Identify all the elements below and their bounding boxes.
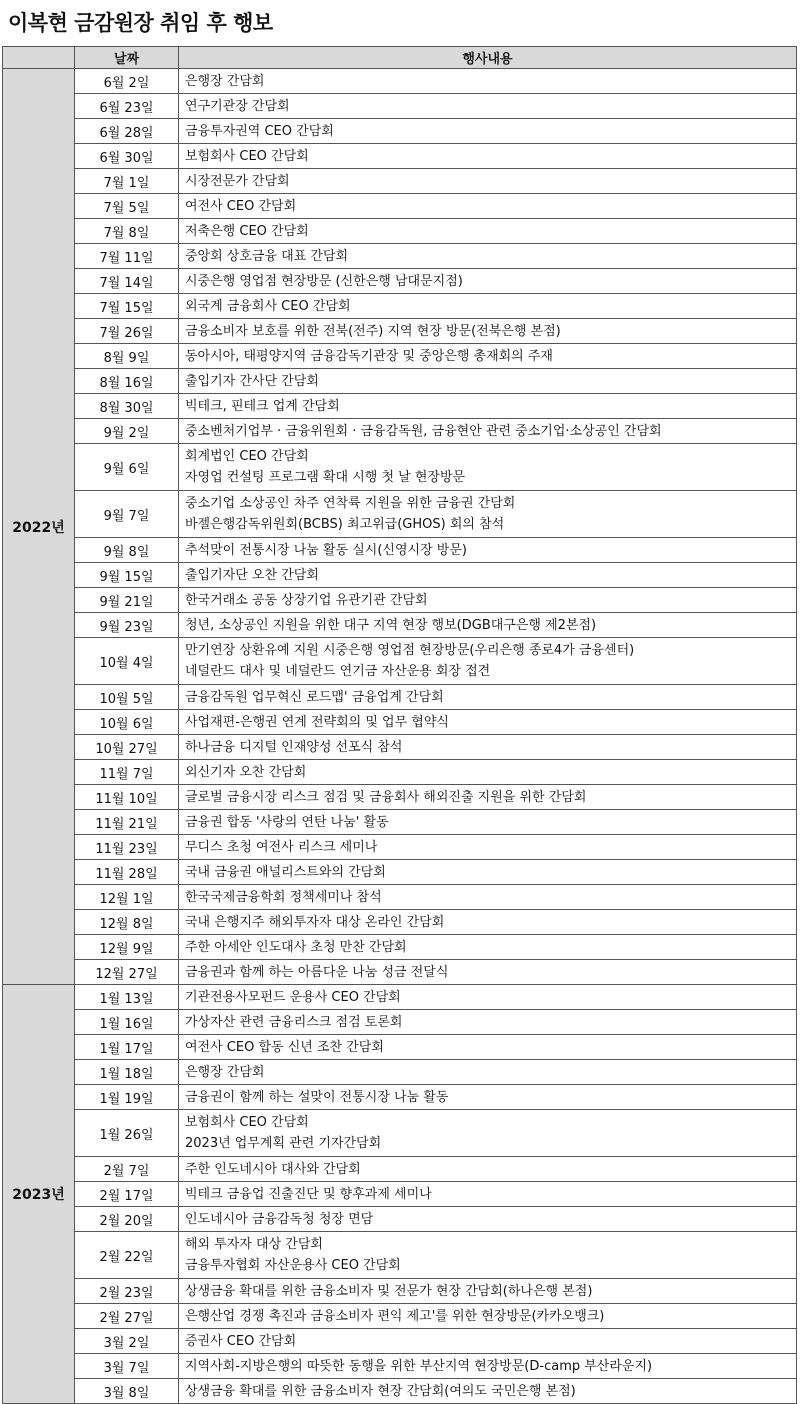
page-title: 이복현 금감원장 취임 후 행보: [8, 11, 273, 35]
event-cell: [179, 144, 797, 169]
date-cell: 10월 27일: [75, 735, 179, 760]
table-row: [3, 69, 797, 94]
date-cell: 1월 18일: [75, 1060, 179, 1085]
date-cell: 2월 23일: [75, 1279, 179, 1304]
table-row: [3, 588, 797, 613]
event-line: 국내 은행지주 해외투자자 대상 온라인 간담회: [185, 914, 445, 930]
schedule-table: [2, 46, 797, 1404]
event-line: 만기연장 상환유예 지원 시중은행 영업점 현장방문(우리은행 종로4가 금융센터): [185, 643, 635, 658]
event-cell: [179, 1354, 797, 1379]
event-cell: [179, 194, 797, 219]
year-cell: 2023년: [3, 985, 75, 1404]
date-cell: 6월 30일: [75, 144, 179, 169]
event-cell: [179, 885, 797, 910]
date-cell: 12월 1일: [75, 885, 179, 910]
event-cell: [179, 638, 797, 685]
event-line: 저축은행 CEO 간담회: [185, 223, 309, 239]
date-cell: 1월 17일: [75, 1035, 179, 1060]
date-cell: 9월 23일: [75, 613, 179, 638]
date-cell: 10월 4일: [75, 638, 179, 685]
event-line: 은행산업 경쟁 촉진과 금융소비자 편익 제고'를 위한 현장방문(카카오뱅크): [185, 1308, 605, 1324]
event-line: 기관전용사모펀드 운용사 CEO 간담회: [185, 989, 401, 1005]
event-column-header: 행사내용: [179, 47, 797, 69]
table-row: [3, 638, 797, 685]
table-row: [3, 169, 797, 194]
event-line: 상생금융 확대를 위한 금융소비자 및 전문가 현장 간담회(하나은행 본점): [185, 1283, 593, 1299]
event-cell: [179, 1182, 797, 1207]
date-cell: 9월 6일: [75, 444, 179, 491]
event-line: 동아시아, 태평양지역 금융감독기관장 및 중앙은행 총재회의 주재: [185, 348, 553, 364]
table-row: [3, 785, 797, 810]
table-row: [3, 1354, 797, 1379]
year-cell: 2022년: [3, 69, 75, 985]
event-cell: [179, 760, 797, 785]
event-line: 주한 인도네시아 대사와 간담회: [185, 1161, 361, 1177]
table-row: [3, 885, 797, 910]
date-column-header: 날짜: [75, 47, 179, 69]
date-cell: 10월 5일: [75, 685, 179, 710]
event-cell: [179, 563, 797, 588]
table-row: [3, 269, 797, 294]
date-cell: 11월 10일: [75, 785, 179, 810]
event-line: 출입기자 간사단 간담회: [185, 373, 319, 389]
event-line: 글로벌 금융시장 리스크 점검 및 금융회사 해외진출 지원을 위한 간담회: [185, 789, 587, 805]
event-line: 은행장 간담회: [185, 73, 265, 89]
event-cell: [179, 613, 797, 638]
event-cell: [179, 69, 797, 94]
event-cell: [179, 1232, 797, 1279]
date-cell: 9월 2일: [75, 419, 179, 444]
event-line: 연구기관장 간담회: [185, 98, 290, 114]
table-row: [3, 860, 797, 885]
date-cell: 7월 8일: [75, 219, 179, 244]
event-cell: [179, 1329, 797, 1354]
table-row: [3, 685, 797, 710]
date-cell: 2월 22일: [75, 1232, 179, 1279]
event-cell: [179, 344, 797, 369]
date-cell: 1월 16일: [75, 1010, 179, 1035]
table-row: [3, 1232, 797, 1279]
event-cell: [179, 319, 797, 344]
date-cell: 9월 21일: [75, 588, 179, 613]
table-row: [3, 910, 797, 935]
event-cell: [179, 1110, 797, 1157]
event-cell: [179, 244, 797, 269]
event-line: 빅테크, 핀테크 업계 간담회: [185, 398, 340, 414]
event-line: 중소기업 소상공인 차주 연착륙 지원을 위한 금융권 간담회: [185, 496, 516, 511]
event-cell: [179, 169, 797, 194]
table-row: [3, 144, 797, 169]
event-line: 금융권이 함께 하는 설맞이 전통시장 나눔 활동: [185, 1089, 449, 1105]
table-body: [3, 69, 797, 1404]
event-line: 금융권 합동 '사랑의 연탄 나눔' 활동: [185, 814, 389, 830]
date-cell: 1월 19일: [75, 1085, 179, 1110]
event-line: 금융투자협회 자산운용사 CEO 간담회: [185, 1258, 401, 1273]
table-row: [3, 1010, 797, 1035]
date-cell: 12월 27일: [75, 960, 179, 985]
date-cell: 8월 9일: [75, 344, 179, 369]
date-cell: 10월 6일: [75, 710, 179, 735]
date-cell: 7월 5일: [75, 194, 179, 219]
table-row: [3, 1157, 797, 1182]
event-line: 보험회사 CEO 간담회: [185, 148, 309, 164]
event-line: 지역사회-지방은행의 따뜻한 동행을 위한 부산지역 현장방문(D-camp 부산라운지): [185, 1358, 653, 1374]
table-row: [3, 94, 797, 119]
table-row: [3, 613, 797, 638]
date-cell: 9월 7일: [75, 491, 179, 538]
table-row: [3, 1279, 797, 1304]
table-header-row: [3, 47, 797, 69]
event-cell: [179, 1060, 797, 1085]
date-cell: 2월 17일: [75, 1182, 179, 1207]
event-line: 해외 투자자 대상 간담회: [185, 1237, 323, 1252]
date-cell: 8월 16일: [75, 369, 179, 394]
event-cell: [179, 1379, 797, 1404]
event-cell: [179, 1279, 797, 1304]
table-row: [3, 219, 797, 244]
date-cell: 3월 2일: [75, 1329, 179, 1354]
table-row: [3, 735, 797, 760]
event-line: 자영업 컨설팅 프로그램 확대 시행 첫 날 현장방문: [185, 470, 466, 485]
event-cell: [179, 935, 797, 960]
table-row: [3, 985, 797, 1010]
event-cell: [179, 735, 797, 760]
date-cell: 7월 26일: [75, 319, 179, 344]
date-cell: 6월 23일: [75, 94, 179, 119]
event-line: 여전사 CEO 간담회: [185, 198, 297, 214]
event-line: 외국계 금융회사 CEO 간담회: [185, 298, 351, 314]
date-cell: 7월 15일: [75, 294, 179, 319]
event-line: 한국거래소 공동 상장기업 유관기관 간담회: [185, 592, 428, 608]
date-cell: 2월 20일: [75, 1207, 179, 1232]
date-cell: 9월 15일: [75, 563, 179, 588]
date-cell: 9월 8일: [75, 538, 179, 563]
event-line: 가상자산 관련 금융리스크 점검 토론회: [185, 1014, 403, 1030]
date-cell: 12월 8일: [75, 910, 179, 935]
event-line: 여전사 CEO 합동 신년 조찬 간담회: [185, 1039, 384, 1055]
event-line: 금융권과 함께 하는 아름다운 나눔 성금 전달식: [185, 964, 449, 980]
table-row: [3, 835, 797, 860]
table-row: [3, 444, 797, 491]
event-cell: [179, 960, 797, 985]
date-cell: 12월 9일: [75, 935, 179, 960]
event-line: 2023년 업무계획 관련 기자간담회: [185, 1136, 382, 1151]
date-cell: 11월 23일: [75, 835, 179, 860]
event-cell: [179, 860, 797, 885]
event-line: 인도네시아 금융감독청 청장 면담: [185, 1211, 374, 1227]
event-cell: [179, 810, 797, 835]
date-cell: 8월 30일: [75, 394, 179, 419]
table-row: [3, 810, 797, 835]
date-cell: 3월 7일: [75, 1354, 179, 1379]
table-row: [3, 1329, 797, 1354]
event-line: 시중은행 영업점 현장방문 (신한은행 남대문지점): [185, 273, 463, 289]
event-cell: [179, 985, 797, 1010]
table-row: [3, 394, 797, 419]
event-line: 무디스 초청 여전사 리스크 세미나: [185, 839, 378, 855]
event-cell: [179, 910, 797, 935]
event-line: 금융감독원 업무혁신 로드맵' 금융업계 간담회: [185, 689, 444, 705]
date-cell: 2월 27일: [75, 1304, 179, 1329]
date-cell: 6월 28일: [75, 119, 179, 144]
table-row: [3, 710, 797, 735]
event-line: 빅테크 금융업 진출진단 및 향후과제 세미나: [185, 1186, 432, 1202]
table-row: [3, 1182, 797, 1207]
table-row: [3, 419, 797, 444]
event-cell: [179, 444, 797, 491]
table-row: [3, 935, 797, 960]
table-row: [3, 1035, 797, 1060]
event-cell: [179, 785, 797, 810]
event-cell: [179, 394, 797, 419]
event-line: 시장전문가 간담회: [185, 173, 290, 189]
event-line: 네덜란드 대사 및 네덜란드 연기금 자산운용 회장 접견: [185, 664, 491, 679]
event-cell: [179, 119, 797, 144]
event-line: 상생금융 확대를 위한 금융소비자 현장 간담회(여의도 국민은행 본점): [185, 1383, 576, 1399]
event-line: 보험회사 CEO 간담회: [185, 1115, 309, 1130]
event-line: 청년, 소상공인 지원을 위한 대구 지역 현장 행보(DGB대구은행 제2본점): [185, 617, 597, 633]
event-line: 주한 아세안 인도대사 초청 만찬 간담회: [185, 939, 407, 955]
event-line: 사업재편-은행권 연계 전략회의 및 업무 협약식: [185, 714, 449, 730]
date-cell: 7월 14일: [75, 269, 179, 294]
event-line: 바젤은행감독위원회(BCBS) 최고위급(GHOS) 회의 참석: [185, 517, 505, 532]
date-cell: 7월 11일: [75, 244, 179, 269]
table-row: [3, 563, 797, 588]
event-cell: [179, 685, 797, 710]
event-line: 한국국제금융학회 정책세미나 참석: [185, 889, 382, 905]
event-cell: [179, 1157, 797, 1182]
table-row: [3, 1085, 797, 1110]
event-line: 중소벤처기업부 · 금융위원회 · 금융감독원, 금융현안 관련 중소기업·소상공인 간담회: [185, 423, 662, 439]
table-row: [3, 960, 797, 985]
event-line: 회계법인 CEO 간담회: [185, 449, 309, 464]
event-cell: [179, 269, 797, 294]
event-cell: [179, 419, 797, 444]
table-row: [3, 1110, 797, 1157]
date-cell: 1월 13일: [75, 985, 179, 1010]
table-row: [3, 1379, 797, 1404]
event-cell: [179, 1207, 797, 1232]
event-cell: [179, 538, 797, 563]
event-cell: [179, 369, 797, 394]
table-row: [3, 491, 797, 538]
table-row: [3, 1060, 797, 1085]
event-cell: [179, 1085, 797, 1110]
event-line: 금융소비자 보호를 위한 전북(전주) 지역 현장 방문(전북은행 본점): [185, 323, 561, 339]
date-cell: 2월 7일: [75, 1157, 179, 1182]
date-cell: 6월 2일: [75, 69, 179, 94]
event-line: 하나금융 디지털 인재양성 선포식 참석: [185, 739, 403, 755]
table-row: [3, 344, 797, 369]
event-cell: [179, 1035, 797, 1060]
event-cell: [179, 94, 797, 119]
event-cell: [179, 710, 797, 735]
table-row: [3, 294, 797, 319]
table-row: [3, 760, 797, 785]
table-row: [3, 1304, 797, 1329]
table-row: [3, 369, 797, 394]
date-cell: 3월 8일: [75, 1379, 179, 1404]
event-cell: [179, 1304, 797, 1329]
event-line: 증권사 CEO 간담회: [185, 1333, 297, 1349]
table-row: [3, 319, 797, 344]
date-cell: 11월 21일: [75, 810, 179, 835]
date-cell: 11월 7일: [75, 760, 179, 785]
table-row: [3, 194, 797, 219]
table-row: [3, 119, 797, 144]
event-cell: [179, 219, 797, 244]
table-row: [3, 538, 797, 563]
event-line: 금융투자권역 CEO 간담회: [185, 123, 334, 139]
event-line: 출입기자단 오찬 간담회: [185, 567, 319, 583]
date-cell: 7월 1일: [75, 169, 179, 194]
date-cell: 1월 26일: [75, 1110, 179, 1157]
event-line: 중앙회 상호금융 대표 간담회: [185, 248, 349, 264]
event-line: 은행장 간담회: [185, 1064, 265, 1080]
event-cell: [179, 588, 797, 613]
date-cell: 11월 28일: [75, 860, 179, 885]
event-cell: [179, 835, 797, 860]
table-row: [3, 244, 797, 269]
event-cell: [179, 294, 797, 319]
year-column-header: [3, 47, 75, 69]
event-line: 외신기자 오찬 간담회: [185, 764, 307, 780]
event-line: 추석맞이 전통시장 나눔 활동 실시(신영시장 방문): [185, 542, 467, 558]
event-cell: [179, 491, 797, 538]
table-row: [3, 1207, 797, 1232]
event-cell: [179, 1010, 797, 1035]
event-line: 국내 금융권 애널리스트와의 간담회: [185, 864, 386, 880]
